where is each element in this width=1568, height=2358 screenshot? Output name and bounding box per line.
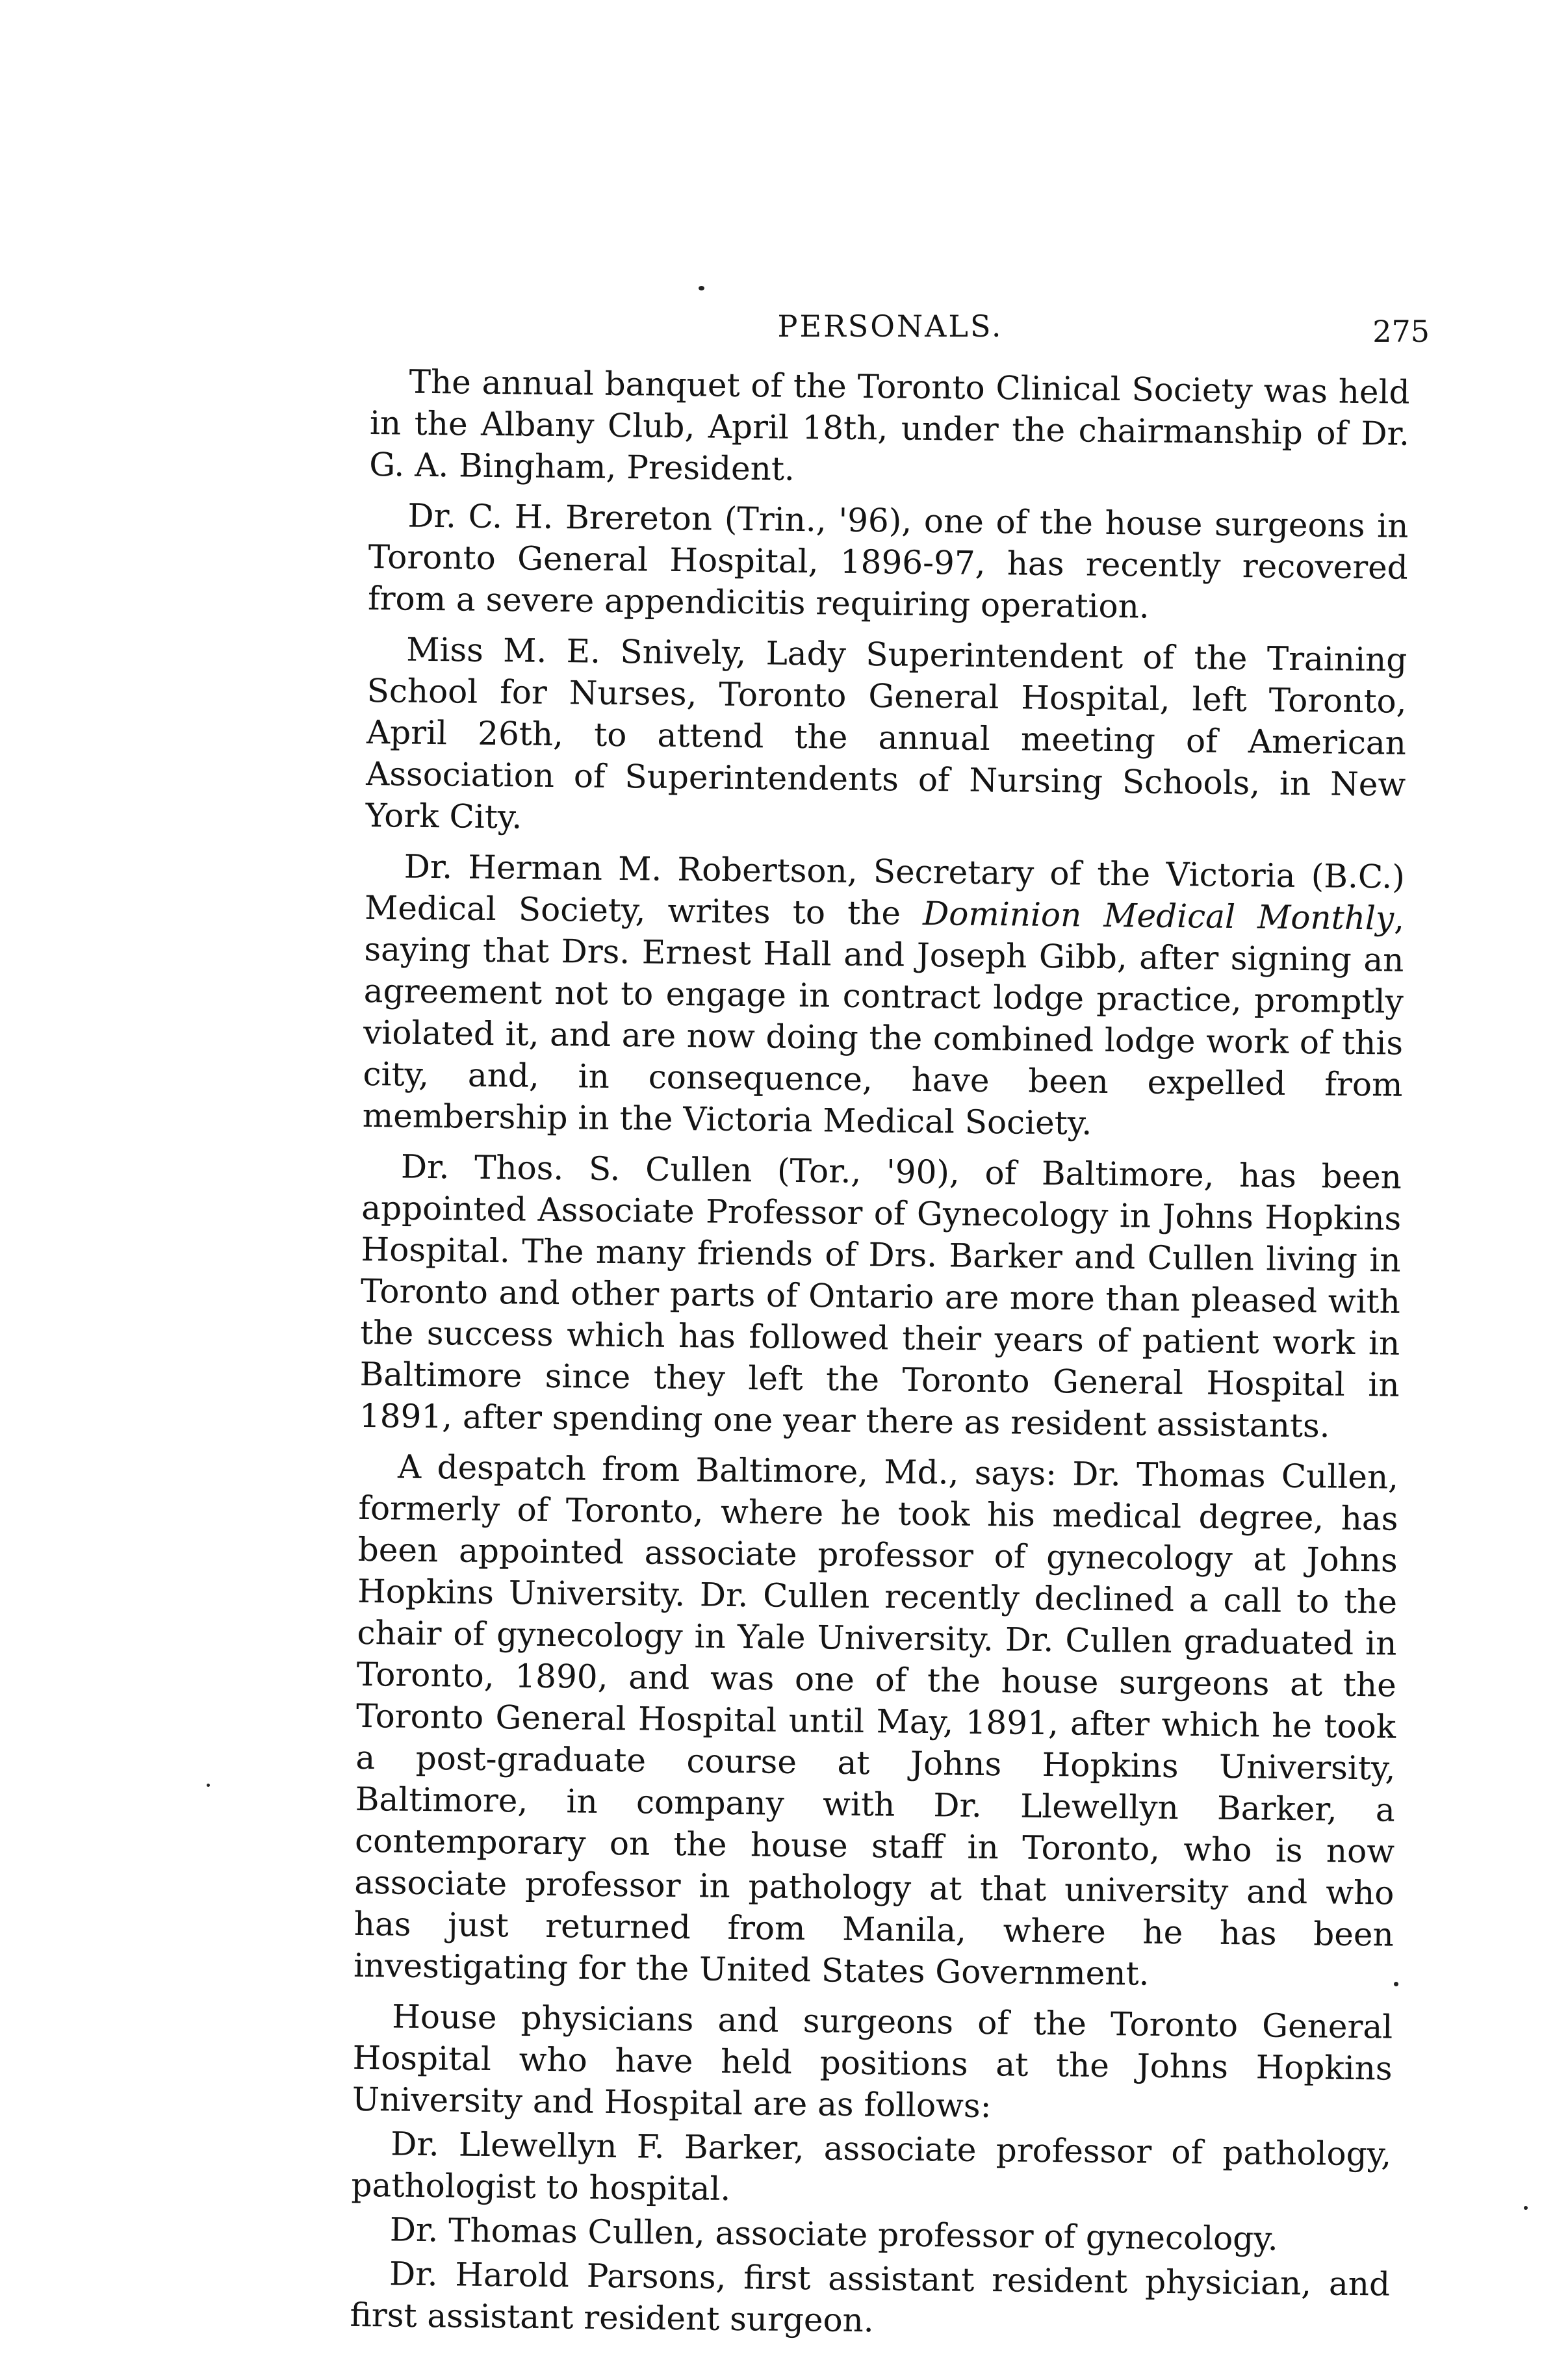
paragraph-baltimore-despatch: A despatch from Baltimore, Md., says: Dr. Thomas Cullen, formerly of Toronto, where he took his medical degree, has been appointed associate professor of gynecology at Johns Hopkins University. Dr. Cullen recently declined a call to the chair of gynecology in Yale University. Dr. Cullen graduated in Toronto, 1890, and was one of the house surgeons at the Toronto General Hospital until May, 1891, after which he took a post-graduate course at Johns Hopkins University, Baltimore, in company with Dr. Llewellyn Barker, a contemporary on the house staff in Toronto, who is now associate professor in pathology at that university and who has just returned from Manila, where he has been investigating for the United States Government. — [353, 1448, 1399, 1993]
paragraph-robertson — [362, 845, 1405, 1147]
paragraph-snively: Miss M. E. Snively, Lady Superintendent of the Training School for Nurses, Toronto General Hospital, left Toronto, April 26th, to attend the annual meeting of American Association of Superintendents of Nursing Schools, in New York City. — [365, 630, 1407, 836]
paragraph-brereton: Dr. C. H. Brereton (Trin., '96), one of the house surgeons in Toronto General Hospital, 1896-97, has recently recovered from a severe appendicitis requiring operation. — [367, 496, 1409, 626]
list-item-parsons: Dr. Harold Parsons, first assistant resident physician, and first assistant resident surgeon. — [350, 2255, 1391, 2340]
list-item-barker: Dr. Llewellyn F. Barker, associate professor of pathology, pathologist to hospital. — [351, 2125, 1392, 2208]
scan-speck — [1524, 2206, 1528, 2210]
scan-speck — [207, 1784, 210, 1787]
paragraph-banquet: The annual banquet of the Toronto Clinical Society was held in the Albany Club, April 18th, under the chairmanship of Dr. G. A. Bingham, President. — [369, 363, 1410, 488]
paragraph-robertson-start: Dr. Herman M. Robertson, Secretary of the Victoria (B.C.) Medical Society, writes to the — [364, 847, 1406, 932]
journal-title: Dominion Medical Monthly — [922, 894, 1394, 938]
scan-speck — [1394, 1982, 1398, 1986]
paragraph-robertson-end: , saying that Drs. Ernest Hall and Joseph Gibb, after signing an agreement not to engage in contract lodge practice, promptly violated it, and are now doing the combined lodge work of this city, and, in consequence, have been expelled from membership in the Victoria Medical Society. — [362, 899, 1405, 1142]
scan-speck — [699, 286, 704, 290]
page-number: 275 — [1372, 314, 1430, 349]
paragraph-house-physicians: House physicians and surgeons of the Toronto General Hospital who have held positions at the Johns Hopkins University and Hospital are as follows: — [352, 1997, 1393, 2125]
page-header — [364, 296, 1430, 361]
article-body — [350, 361, 1410, 2350]
list-item-cullen: Dr. Thomas Cullen, associate professor of gynecology. — [389, 2211, 1279, 2258]
running-head: PERSONALS. — [777, 309, 1003, 344]
paragraph-cullen-appointment: Dr. Thos. S. Cullen (Tor., '90), of Baltimore, has been appointed Associate Professor of Gynecology in Johns Hopkins Hospital. The many friends of Drs. Barker and Cullen living in Toronto and other parts of Ontario are more than pleased with the success which has followed their years of patient work in Baltimore since they left the Toronto General Hospital in 1891, after spending one year there as resident assistants. — [359, 1147, 1402, 1445]
